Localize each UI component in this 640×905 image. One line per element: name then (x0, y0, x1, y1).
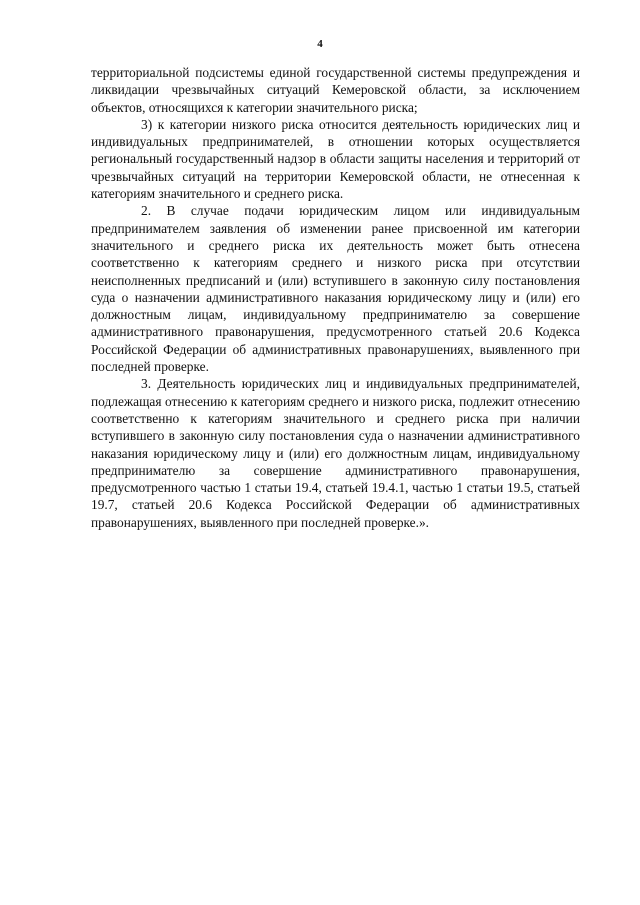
paragraph-item-2: 2. В случае подачи юридическим лицом или индивидуальным предпринимателем заявления об изменении ранее присвоенной им категории значительного и среднего риска их деятельность может быть отнесена соответственно к категориям среднего и низкого риска при отсутствии неисполненных предписаний и (или) вступившего в законную силу постановления суда о назначении административного наказания юридическому лицу и (или) его должностным лицам, индивидуальному предпринимателю за совершение административного правонарушения, предусмотренного статьей 20.6 Кодекса Российской Федерации об административных правонарушениях, выявленного при последней проверке. (91, 203, 580, 375)
paragraph-low-risk: 3) к категории низкого риска относится деятельность юридических лиц и индивидуальных предпринимателей, в отношении которых осуществляется региональный государственный надзор в области защиты населения и территорий от чрезвычайных ситуаций на территории Кемеровской области, не отнесенная к категориям значительного и среднего риска. (91, 116, 580, 202)
page-number: 4 (317, 38, 323, 50)
paragraph-item-3: 3. Деятельность юридических лиц и индивидуальных предпринимателей, подлежащая отнесению к категориям среднего и низкого риска, подлежит отнесению соответственно к категориям значительного и среднего риска при наличии вступившего в законную силу постановления суда о назначении административного наказания юридическому лицу и (или) его должностным лицам, индивидуальному предпринимателю за совершение административного правонарушения, предусмотренного частью 1 статьи 19.4, статьей 19.4.1, частью 1 статьи 19.5, статьей 19.7, статьей 20.6 Кодекса Российской Федерации об административных правонарушениях, выявленного при последней проверке.». (91, 376, 580, 530)
document-body (91, 64, 580, 531)
paragraph-continuation: территориальной подсистемы единой государственной системы предупреждения и ликвидации чрезвычайных ситуаций Кемеровской области, за исключением объектов, относящихся к категории значительного риска; (91, 65, 580, 115)
